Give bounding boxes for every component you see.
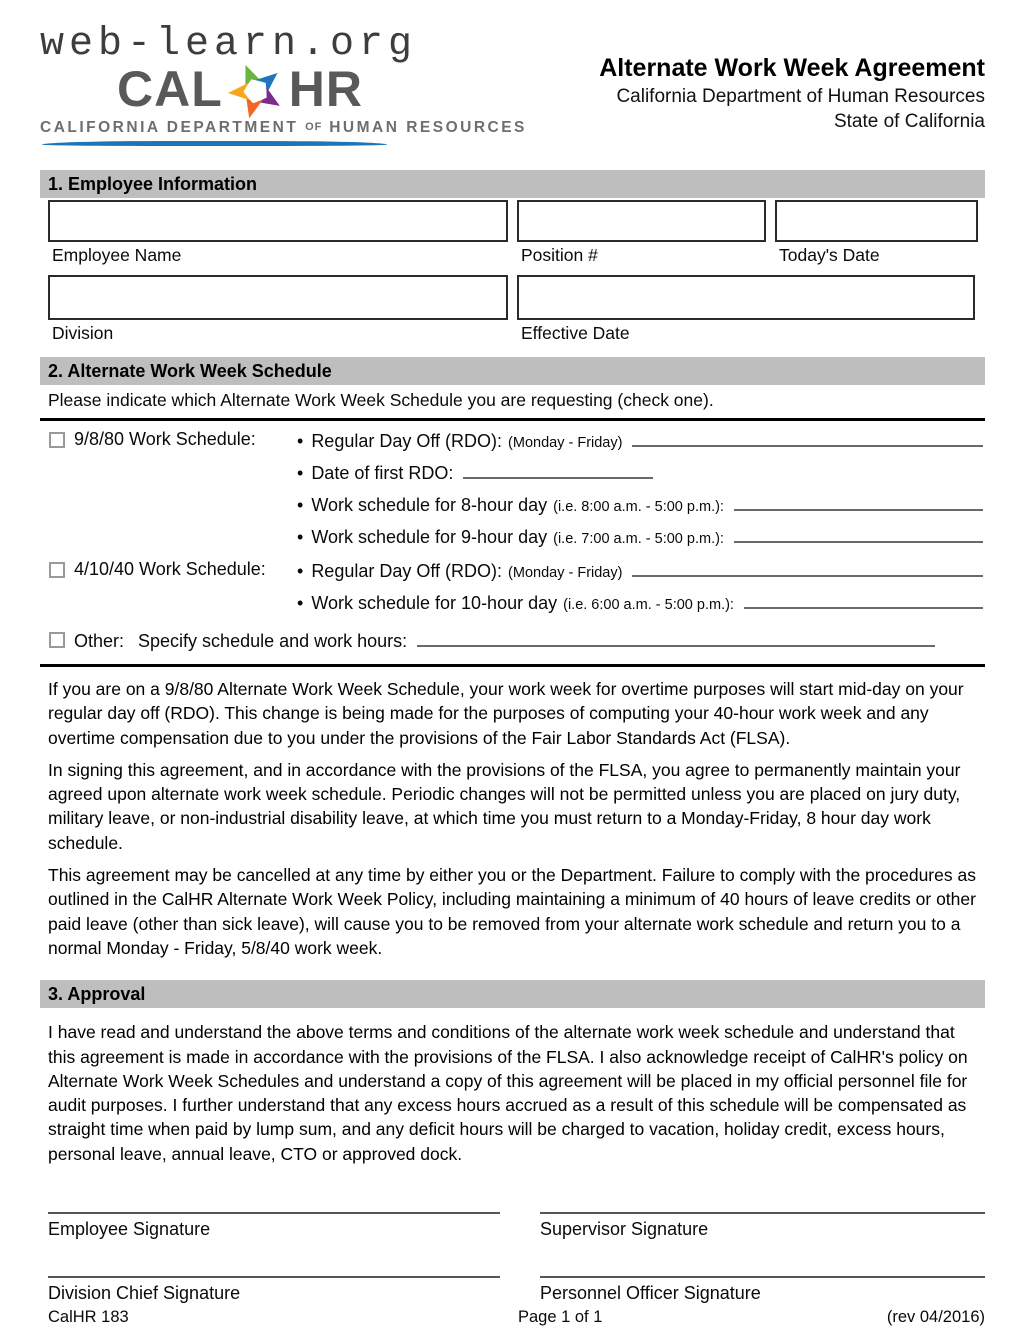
- rdo-9880-write-line[interactable]: [632, 429, 983, 447]
- rdo-9880-hint: (Monday - Friday): [508, 435, 623, 451]
- other-specify-label: Specify schedule and work hours:: [138, 631, 408, 651]
- position-number-input[interactable]: [517, 200, 766, 242]
- header: [40, 22, 985, 170]
- schedule-options: [40, 421, 985, 664]
- supervisor-signature-label: Supervisor Signature: [540, 1219, 709, 1240]
- effective-date-label: Effective Date: [521, 323, 630, 343]
- dept-post-text: HUMAN RESOURCES: [329, 119, 527, 136]
- document-title: Alternate Work Week Agreement: [599, 54, 985, 82]
- list-item: [297, 525, 985, 548]
- title-block: [599, 22, 985, 133]
- section2-heading: 2. Alternate Work Week Schedule: [40, 357, 985, 385]
- list-item: [297, 591, 985, 614]
- option-4-10-40: [48, 559, 985, 623]
- other-specify-write-line[interactable]: [417, 629, 935, 647]
- list-item: [297, 461, 985, 484]
- page-indicator: Page 1 of 1: [518, 1308, 603, 1327]
- schedule-9hr-label: • Work schedule for 9-hour day: [311, 527, 548, 547]
- schedule-9hr-hint: (i.e. 7:00 a.m. - 5:00 p.m.):: [553, 531, 724, 547]
- revision-date: (rev 04/2016): [886, 1308, 985, 1327]
- employee-signature-line[interactable]: [48, 1212, 500, 1240]
- employee-name-label: Employee Name: [52, 245, 182, 265]
- schedule-8hr-hint: (i.e. 8:00 a.m. - 5:00 p.m.):: [553, 499, 724, 515]
- approval-paragraph: I have read and understand the above terms and conditions of the alternate work week schedule and understand that this agreement is made in accordance with the provisions of the FLSA. I also acknowledge receipt of CalHR's policy on Alternate Work Week Schedules and understand a copy of this agreement will be placed in my official personnel file for audit purposes. I further understand that any excess hours accrued as a result of this schedule will be compensated as straight time when paid by lump sum, and any deficit hours will be charged to vacation, holiday credit, excess hours, personal leave, annual leave, CTO or approved dock.: [48, 1022, 968, 1164]
- employee-info-fields: [40, 200, 985, 357]
- checkbox-4-10-40[interactable]: [49, 562, 65, 578]
- schedule-10hr-write-line[interactable]: [744, 591, 983, 609]
- option-9-8-80-label: 9/8/80 Work Schedule:: [74, 429, 256, 449]
- position-number-label: Position #: [521, 245, 598, 265]
- personnel-officer-signature-line[interactable]: [540, 1276, 985, 1304]
- supervisor-signature-line[interactable]: [540, 1212, 985, 1240]
- section2-instruction: Please indicate which Alternate Work Week Schedule you are requesting (check one).: [48, 390, 714, 410]
- rdo-41040-label: • Regular Day Off (RDO):: [311, 561, 503, 581]
- rdo-9880-label: • Regular Day Off (RDO):: [311, 431, 503, 451]
- calhr-star-icon: [225, 60, 287, 122]
- option-4-10-40-label: 4/10/40 Work Schedule:: [74, 559, 266, 579]
- calhr-hr-text: HR: [288, 61, 363, 117]
- employee-name-input[interactable]: [48, 200, 508, 242]
- option-9-8-80: [48, 429, 985, 557]
- paragraph-cancellation: This agreement may be cancelled at any time by either you or the Department. Failure to comply with the procedures as outlined in the CalHR Alternate Work Week Policy, including maintaining a minimum of 40 hours of leave credits or other paid leave (other than sick leave), will cause you to be removed from your alternate work schedule and return you to a normal Monday - Friday, 5/8/40 work week.: [48, 865, 976, 958]
- list-item: [297, 493, 985, 516]
- personnel-officer-signature-label: Personnel Officer Signature: [540, 1283, 761, 1304]
- effective-date-input[interactable]: [517, 275, 975, 320]
- schedule-10hr-hint: (i.e. 6:00 a.m. - 5:00 p.m.):: [563, 597, 734, 613]
- schedule-8hr-label: • Work schedule for 8-hour day: [311, 495, 548, 515]
- policy-paragraphs: [40, 667, 985, 960]
- section3-heading: 3. Approval: [40, 980, 985, 1008]
- option-other: [48, 629, 985, 652]
- schedule-8hr-write-line[interactable]: [734, 493, 983, 511]
- employee-signature-label: Employee Signature: [48, 1219, 211, 1240]
- signature-area: [48, 1212, 985, 1304]
- paragraph-permanence: In signing this agreement, and in accordance with the provisions of the FLSA, you agree to permanently maintain your agreed upon alternate work week schedule. Periodic changes will not be permitted unless you are placed on jury duty, military leave, or non-industrial disability leave, at which time you must return to a Monday-Friday, 8 hour day work schedule.: [48, 759, 961, 853]
- division-chief-signature-label: Division Chief Signature: [48, 1283, 241, 1304]
- calhr-wordmark: [40, 61, 440, 117]
- list-item: [297, 559, 985, 582]
- rdo-41040-hint: (Monday - Friday): [508, 565, 623, 581]
- rdo-41040-write-line[interactable]: [632, 559, 983, 577]
- first-rdo-date-label: • Date of first RDO:: [311, 463, 454, 483]
- document-subtitle-1: California Department of Human Resources: [616, 86, 985, 107]
- page-footer: [48, 1308, 985, 1327]
- site-watermark: web-learn.org: [40, 22, 418, 67]
- list-item: [297, 429, 985, 452]
- paragraph-overtime: If you are on a 9/8/80 Alternate Work Week Schedule, your work week for overtime purposes will start mid-day on your regular day off (RDO). This change is being made for the purposes of computing your 40-hour work week and any overtime compensation due to you under the provisions of the Fair Labor Standards Act (FLSA).: [48, 679, 964, 748]
- form-number: CalHR 183: [48, 1308, 129, 1327]
- dept-of-text: OF: [305, 121, 323, 133]
- todays-date-label: Today's Date: [779, 245, 880, 265]
- division-input[interactable]: [48, 275, 508, 320]
- option-other-label: Other:: [74, 631, 125, 651]
- section1-heading: 1. Employee Information: [40, 170, 985, 198]
- schedule-10hr-label: • Work schedule for 10-hour day: [311, 593, 558, 613]
- logo-swoosh-underline: [42, 141, 387, 146]
- first-rdo-date-write-line[interactable]: [463, 461, 653, 479]
- dept-pre-text: CALIFORNIA DEPARTMENT: [40, 119, 299, 136]
- division-label: Division: [52, 323, 114, 343]
- document-subtitle-2: State of California: [833, 111, 985, 132]
- checkbox-9-8-80[interactable]: [49, 432, 65, 448]
- calhr-cal-text: CAL: [117, 61, 223, 117]
- checkbox-other[interactable]: [49, 632, 65, 648]
- division-chief-signature-line[interactable]: [48, 1276, 500, 1304]
- calhr-logo: [40, 22, 527, 146]
- todays-date-input[interactable]: [775, 200, 978, 242]
- schedule-9hr-write-line[interactable]: [734, 525, 983, 543]
